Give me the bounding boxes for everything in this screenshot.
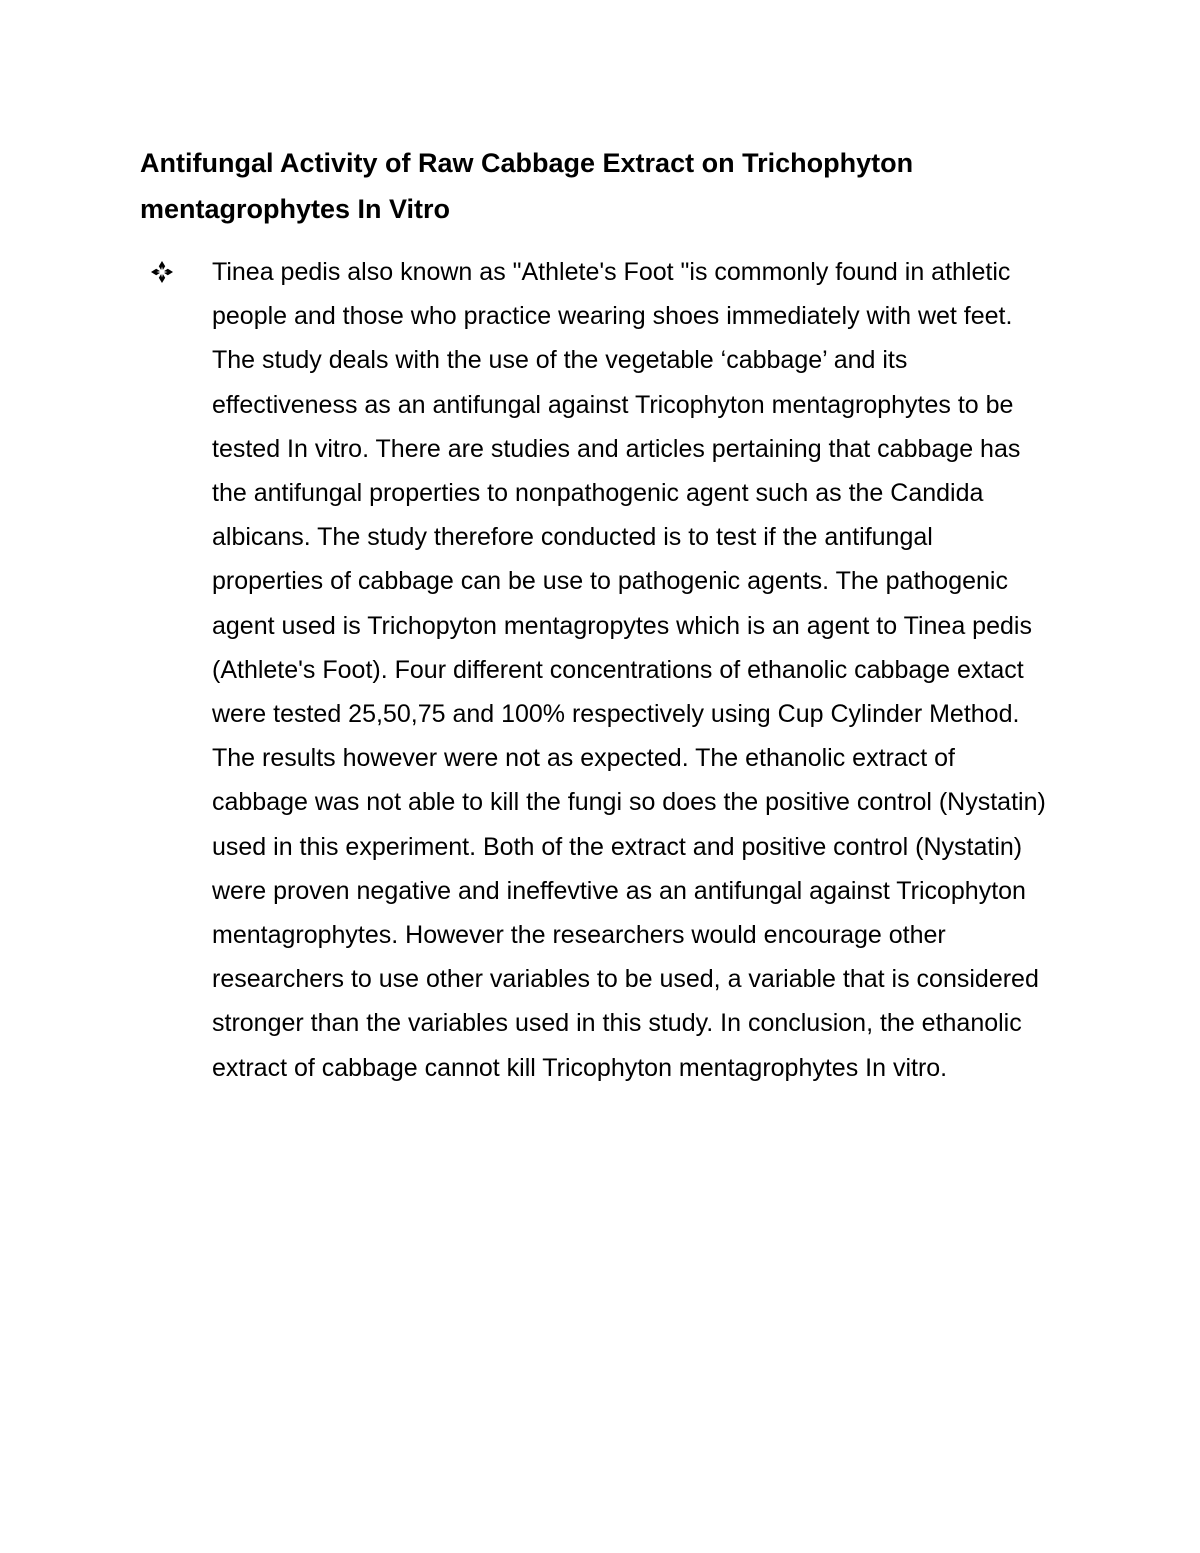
document-title: Antifungal Activity of Raw Cabbage Extract on Trichophyton mentagrophytes In Vitro xyxy=(140,148,914,224)
abstract-paragraph: Tinea pedis also known as "Athlete's Foot "is commonly found in athletic people and those who practice wearing shoes immediately with wet feet. The study deals with the use of the vegetable ‘cabbage’ and its effectiveness as an antifungal against Tricophyton mentagrophytes to be tested In vitro. There are studies and articles pertaining that cabbage has the antifungal properties to nonpathogenic agent such as the Candida albicans. The study therefore conducted is to test if the antifungal properties of cabbage can be use to pathogenic agents. The pathogenic agent used is Trichopyton mentagropytes which is an agent to Tinea pedis (Athlete's Foot). Four different concentrations of ethanolic cabbage extact were tested 25,50,75 and 100% respectively using Cup Cylinder Method. The results however were not as expected. The ethanolic extract of cabbage was not able to kill the fungi so does the positive control (Nystatin) used in this experiment. Both of the extract and positive control (Nystatin) were proven negative and ineffevtive as an antifungal against Tricophyton mentagrophytes. However the researchers would encourage other researchers to use other variables to be used, a variable that is considered stronger than the variables used in this study. In conclusion, the ethanolic extract of cabbage cannot kill Tricophyton mentagrophytes In vitro. xyxy=(212,258,1046,1082)
four-diamond-star-icon xyxy=(150,250,212,294)
bullet-list-item xyxy=(150,250,1050,1090)
